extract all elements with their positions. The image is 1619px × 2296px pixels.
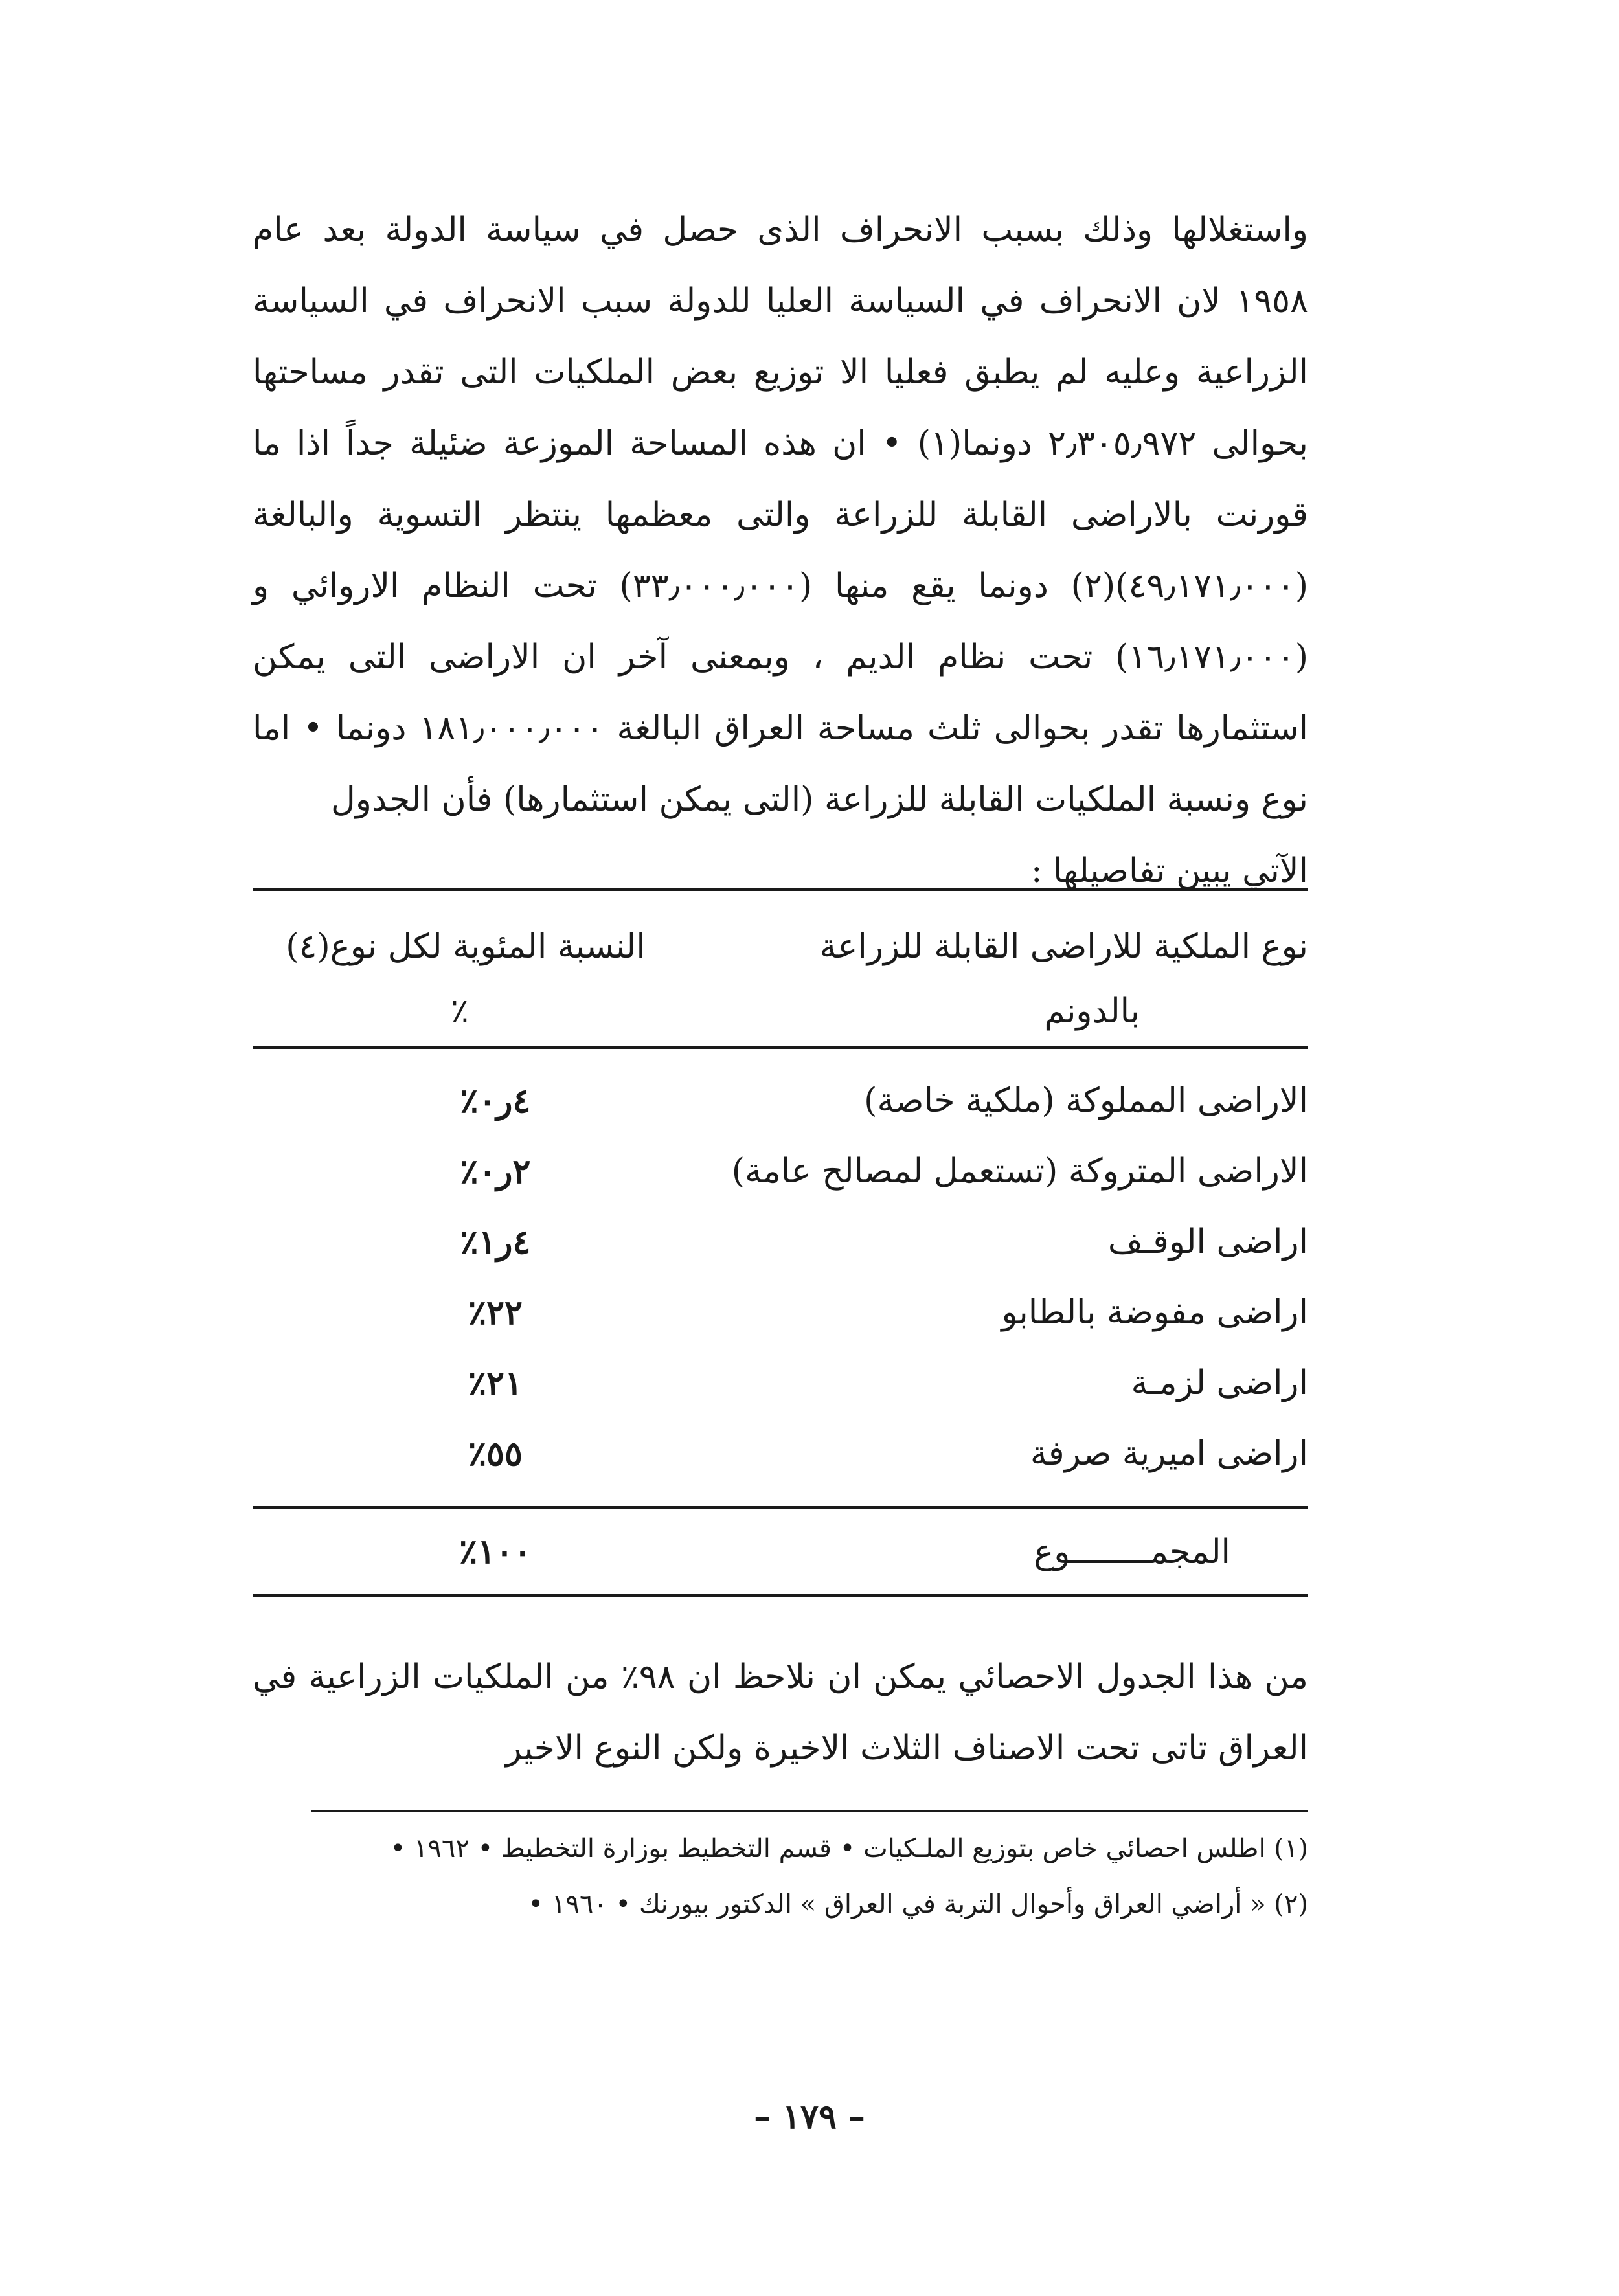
table-row (253, 1419, 1308, 1489)
paragraph-last-line: الآتي يبين تفاصيلها : (1031, 851, 1308, 890)
header-pct-line1: النسبة المئوية لكل نوع (330, 927, 646, 966)
footnote-divider (311, 1810, 1308, 1812)
table-bottom-rule (253, 1594, 1308, 1597)
row-percentage: ٢ر٠٪ (460, 1152, 531, 1191)
row-percentage: ٤ر٠٪ (460, 1081, 531, 1121)
row-ownership-type: اراضى الوقـف (1107, 1222, 1308, 1261)
header-pct-line2: ٪ (451, 992, 469, 1031)
header-ownership-type (777, 914, 1308, 1044)
table-row (253, 1066, 1308, 1136)
body-paragraph (253, 194, 1308, 906)
ownership-table (253, 888, 1308, 1597)
conclusion-paragraph (253, 1641, 1308, 1784)
header-type-line2: بالدونم (1044, 992, 1140, 1031)
header-type-line1: نوع الملكية للاراضى القابلة للزراعة (819, 927, 1308, 966)
table-row (253, 1348, 1308, 1419)
total-label: المجمــــــــوع (1034, 1533, 1230, 1571)
table-row (253, 1277, 1308, 1348)
row-percentage: ٤ر١٪ (460, 1222, 531, 1262)
footnote-1: (١) اطلس احصائي خاص بتوزيع الملـكيات • قسم التخطيط بوزارة التخطيط • ١٩٦٢ • (390, 1834, 1308, 1863)
row-percentage: ٥٥٪ (468, 1434, 523, 1474)
paragraph-text: واستغلالها وذلك بسبب الانحراف الذى حصل في سياسة الدولة بعد عام ١٩٥٨ لان الانحراف في السياسة العليا للدولة سبب الانحراف في السياسة الزراعية وعليه لم يطبق فعليا الا توزيع بعض الملكيات التى تقدر مساحتها بحوالى ٢٫٣٠٥٫٩٧٢ دونما(١) • ان هذه المساحة الموزعة ضئيلة جداً اذا ما قورنت بالاراضى القابلة للزراعة والتى معظمها ينتظر التسوية والبالغة (٤٩٫١٧١٫٠٠٠)(٢) دونما يقع منها (٣٣٫٠٠٠٫٠٠٠) تحت النظام الاروائي و (١٦٫١٧١٫٠٠٠) تحت نظام الديم ، وبمعنى آخر ان الاراضى التى يمكن استثمارها تقدر بحوالى ثلث مساحة العراق البالغة ١٨١٫٠٠٠٫٠٠٠ دونما • اما نوع ونسبة الملكيات القابلة للزراعة (التى يمكن استثمارها) فأن الجدول (253, 210, 1308, 819)
footnote-2: (٢) « أراضي العراق وأحوال التربة في العراق » الدكتور بيورنك • ١٩٦٠ • (528, 1889, 1308, 1919)
page-number: – ١٧٩ – (753, 2097, 865, 2137)
row-ownership-type: اراضى اميرية صرفة (1030, 1434, 1308, 1473)
row-ownership-type: الاراضى المملوكة (ملكية خاصة) (864, 1081, 1308, 1120)
table-body (253, 1049, 1308, 1506)
table-header (253, 891, 1308, 1046)
row-ownership-type: اراضى لزمـة (1131, 1364, 1308, 1402)
footnotes (253, 1823, 1308, 1934)
header-percentage (253, 914, 667, 1044)
table-row (253, 1136, 1308, 1207)
header-pct-reference: (٤) (286, 927, 330, 966)
row-ownership-type: اراضى مفوضة بالطابو (1001, 1293, 1308, 1332)
row-percentage: ٢١٪ (468, 1364, 523, 1403)
total-percentage: ١٠٠٪ (459, 1532, 532, 1571)
row-percentage: ٢٢٪ (468, 1293, 523, 1333)
table-row (253, 1207, 1308, 1277)
table-total-row (253, 1509, 1308, 1594)
conclusion-text: من هذا الجدول الاحصائي يمكن ان نلاحظ ان ٩٨٪ من الملكيات الزراعية في العراق تاتى تحت الاصناف الثلاث الاخيرة ولكن النوع الاخير (253, 1658, 1308, 1768)
row-ownership-type: الاراضى المتروكة (تستعمل لمصالح عامة) (731, 1152, 1308, 1191)
